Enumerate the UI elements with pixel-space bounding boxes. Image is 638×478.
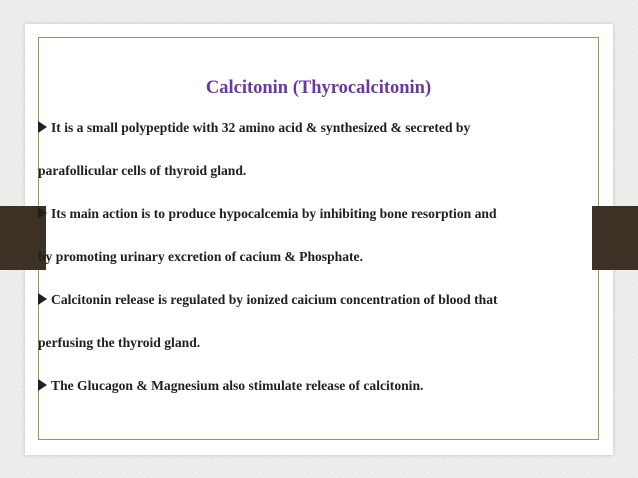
bullet-list [38,116,586,417]
arrow-right-icon [38,379,47,391]
bullet-text: The Glucagon & Magnesium also stimulate release of calcitonin. [51,378,424,393]
bullet-item [38,116,586,202]
right-decorative-tab [592,206,638,270]
bullet-item [38,288,586,374]
arrow-right-icon [38,293,47,305]
slide-title: Calcitonin (Thyrocalcitonin) [205,78,432,98]
bullet-item [38,374,586,417]
bullet-line: parafollicular cells of thyroid gland. [38,163,247,178]
arrow-right-icon [38,121,47,133]
bullet-line: perfusing the thyroid gland. [38,335,201,350]
arrow-right-icon [38,207,47,219]
bullet-text: Calcitonin release is regulated by ionized caicium concentration of blood that [51,292,498,307]
bullet-text: It is a small polypeptide with 32 amino acid & synthesized & secreted by [51,120,471,135]
bullet-line [38,374,586,417]
bullet-line: by promoting urinary excretion of cacium & Phosphate. [38,249,363,264]
bullet-line [38,202,586,245]
bullet-line [38,288,586,331]
bullet-text: Its main action is to produce hypocalcemia by inhibiting bone resorption and [51,206,497,221]
bullet-line [38,116,586,159]
bullet-item [38,202,586,288]
